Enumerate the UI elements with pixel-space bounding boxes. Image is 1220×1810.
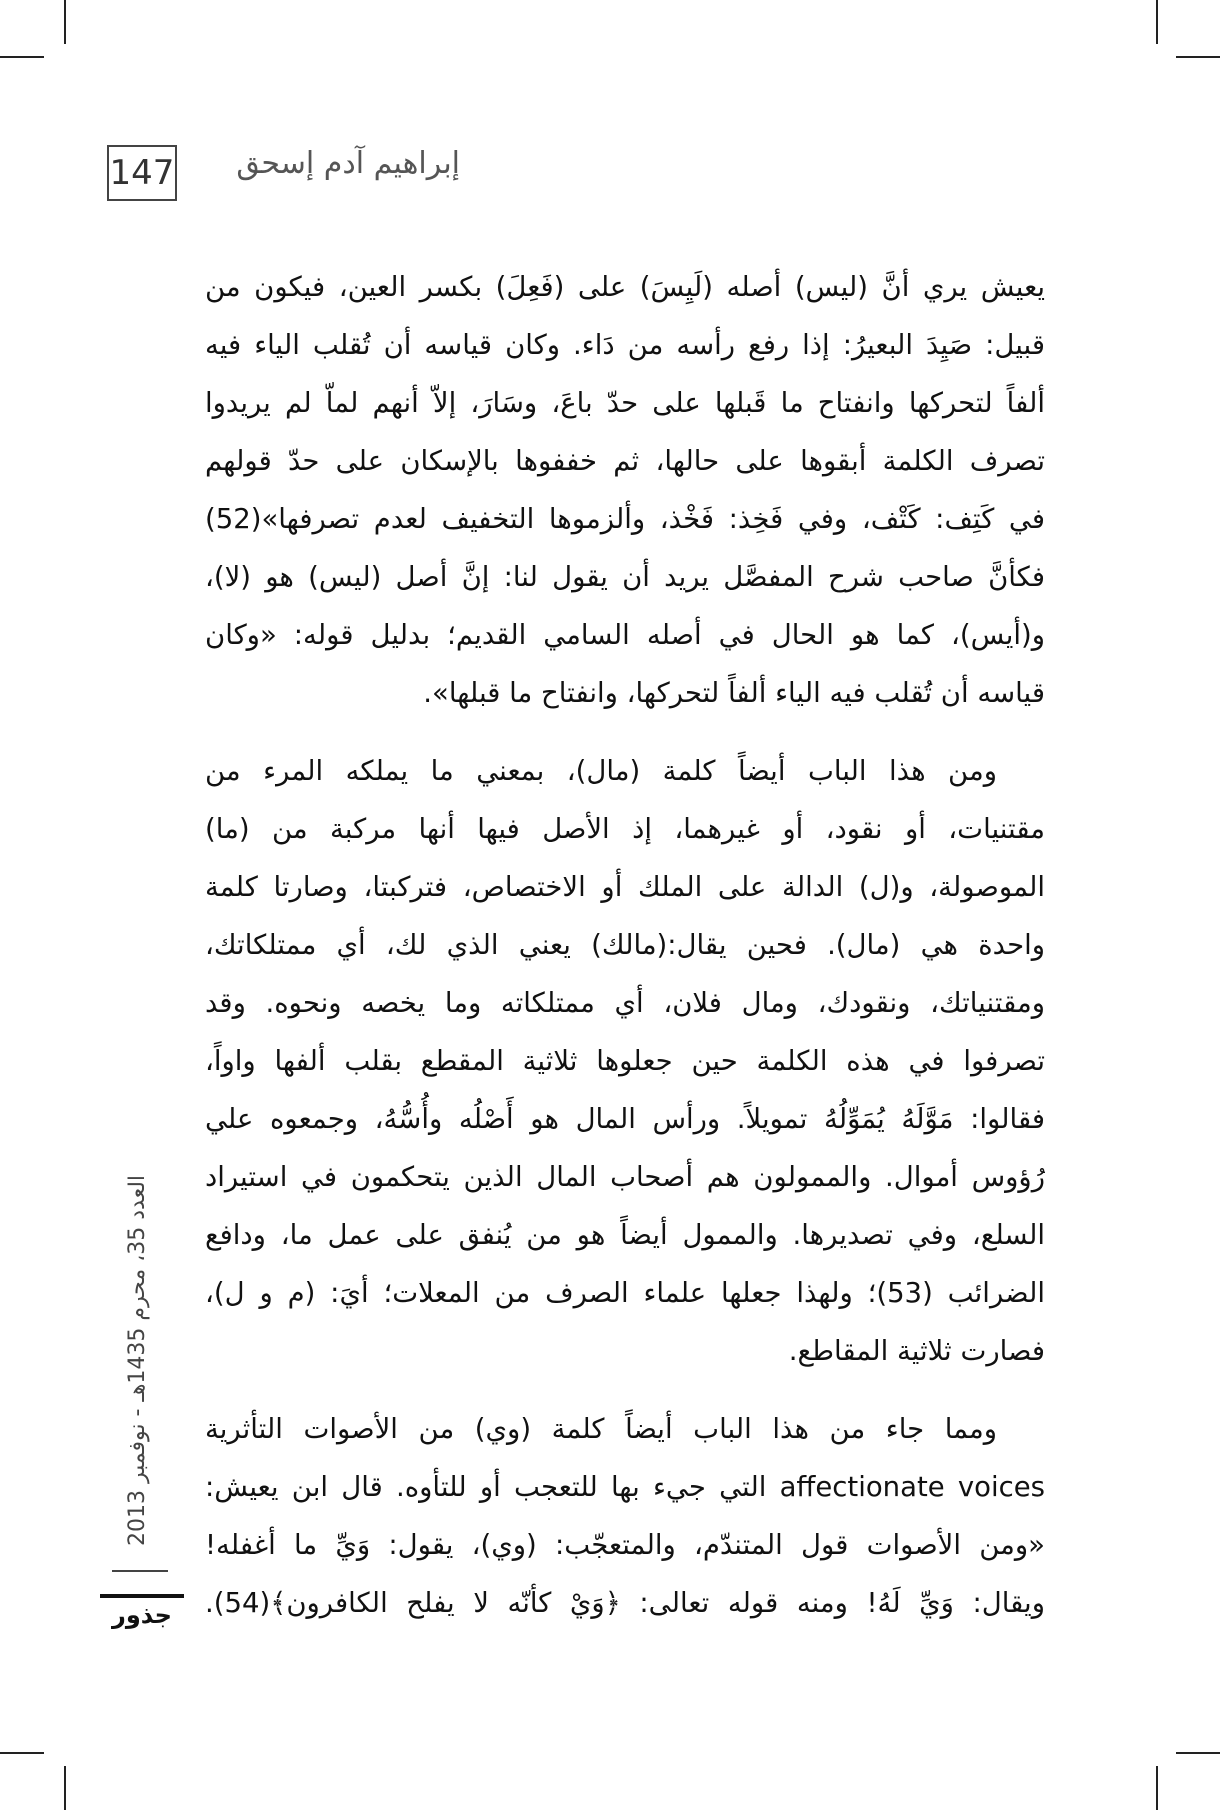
text-line: يعيش يري أنَّ (ليس) أصله (لَيِسَ) على (فَعِلَ) بكسر العين، فيكون من xyxy=(205,271,1045,303)
text-line: ومن هذا الباب أيضاً كلمة (مال)، بمعني ما يملكه المرء من xyxy=(205,755,997,787)
crop-mark-top-left xyxy=(64,0,66,44)
journal-logo: جذور xyxy=(100,1594,184,1634)
text-line: رُؤوس أموال. والممولون هم أصحاب المال الذين يتحكمون في استيراد xyxy=(205,1161,1045,1193)
text-line: ومما جاء من هذا الباب أيضاً كلمة (وي) من الأصوات التأثرية xyxy=(205,1413,997,1445)
text-line: affectionate voices التي جيء بها للتعجب أو للتأوه. قال ابن يعيش: xyxy=(205,1471,1045,1503)
text-line: الموصولة، و(ل) الدالة على الملك أو الاختصاص، فتركبتا، وصارتا كلمة xyxy=(205,871,1045,903)
crop-mark-top-left-h xyxy=(0,56,44,58)
issue-info-text: العدد 35، محرم 1435هـ - نوفمبر 2013 xyxy=(125,1174,151,1546)
paragraph xyxy=(205,258,1045,722)
crop-mark-bottom-right xyxy=(1156,1766,1158,1810)
paragraph xyxy=(205,742,1045,1380)
text-line: فصارت ثلاثية المقاطع. xyxy=(788,1335,1045,1367)
page-number: 147 xyxy=(107,145,177,201)
issue-info-footer xyxy=(118,1130,158,1590)
text-line: تصرفوا في هذه الكلمة حين جعلوها ثلاثية المقطع بقلب ألفها واواً، xyxy=(205,1045,1045,1077)
text-line: ويقال: وَيِّ لَهُ! ومنه قوله تعالى: ﴿وَيْ كأنّه لا يفلح الكافرون﴾(54). xyxy=(205,1587,1045,1619)
text-line: قياسه أن تُقلب فيه الياء ألفاً لتحركها، وانفتاح ما قبلها». xyxy=(423,677,1045,709)
text-line: الضرائب (53)؛ ولهذا جعلها علماء الصرف من المعلات؛ أيَ: (م و ل)، xyxy=(205,1277,1045,1309)
crop-mark-top-right xyxy=(1156,0,1158,44)
text-line: قبيل: صَيِدَ البعيرُ: إذا رفع رأسه من دَاء. وكان قياسه أن تُقلب الياء فيه xyxy=(205,329,1045,361)
text-line: واحدة هي (مال). فحين يقال:(مالك) يعني الذي لك، أي ممتلكاتك، xyxy=(205,929,1045,961)
footer-divider xyxy=(112,1570,168,1572)
text-line: ومقتنياتك، ونقودك، ومال فلان، أي ممتلكاته وما يخصه ونحوه. وقد xyxy=(205,987,1045,1019)
text-line: في كَتِف: كَتْف، وفي فَخِذ: فَخْذ، وألزموها التخفيف لعدم تصرفها»(52) xyxy=(205,503,1045,535)
text-line: السلع، وفي تصديرها. والممول أيضاً هو من يُنفق على عمل ما، ودافع xyxy=(205,1219,1045,1251)
crop-mark-bottom-left-h xyxy=(0,1752,44,1754)
text-line: تصرف الكلمة أبقوها على حالها، ثم خففوها بالإسكان على حدّ قولهم xyxy=(205,445,1045,477)
article-body xyxy=(205,258,1045,1632)
crop-mark-bottom-left xyxy=(64,1766,66,1810)
text-line: فكأنَّ صاحب شرح المفصَّل يريد أن يقول لنا: إنَّ أصل (ليس) هو (لا)، xyxy=(205,561,1045,593)
crop-mark-bottom-right-h xyxy=(1176,1752,1220,1754)
running-head-author: إبراهيم آدم إسحق xyxy=(236,146,460,181)
text-line: و(أيس)، كما هو الحال في أصله السامي القديم؛ بدليل قوله: «وكان xyxy=(205,619,1045,651)
crop-mark-top-right-h xyxy=(1176,56,1220,58)
text-line: فقالوا: مَوَّلَهُ يُمَوِّلُهُ تمويلاً. ورأس المال هو أَصْلُه وأُسُّهُ، وجمعوه علي xyxy=(205,1103,1045,1135)
text-line: مقتنيات، أو نقود، أو غيرهما، إذ الأصل فيها أنها مركبة من (ما) xyxy=(205,813,1045,845)
text-line: ألفاً لتحركها وانفتاح ما قَبلها على حدّ باعَ، وسَارَ، إلاّ أنهم لماّ لم يريدوا xyxy=(205,387,1045,419)
paragraph xyxy=(205,1400,1045,1632)
text-line: «ومن الأصوات قول المتندّم، والمتعجّب: (وي)، يقول: وَيِّ ما أغفله! xyxy=(205,1529,1045,1561)
